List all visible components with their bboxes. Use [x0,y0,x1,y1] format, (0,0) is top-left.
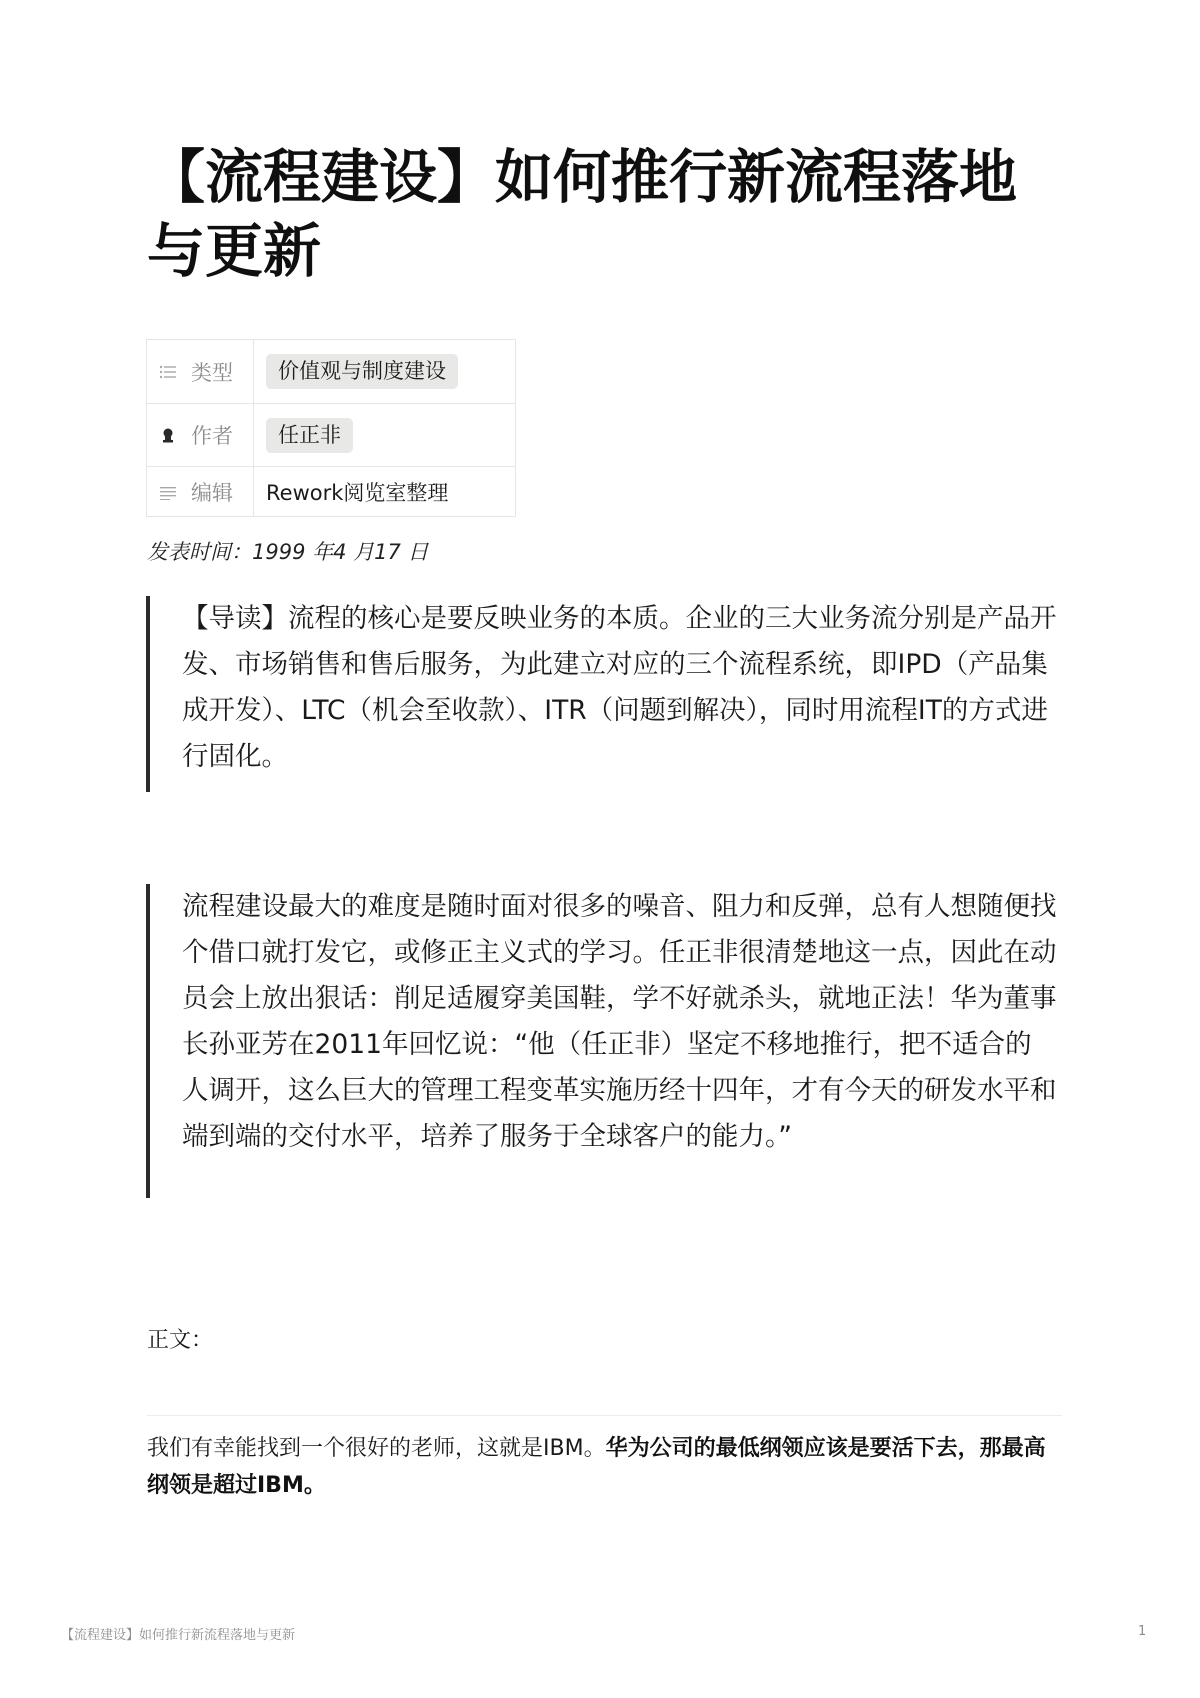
person-icon [159,426,177,444]
intro-quote [146,596,1058,792]
property-key [147,340,254,404]
body-paragraph [147,1430,1047,1504]
property-value [254,467,516,517]
page-number: 1 [1138,1624,1147,1639]
property-row-author [147,404,516,467]
list-icon [159,363,177,381]
property-row-editor [147,467,516,517]
body-plain-text: 我们有幸能找到一个很好的老师，这就是IBM。 [147,1436,606,1461]
page-title: 【流程建设】如何推行新流程落地与更新 [147,143,1018,285]
property-key-label: 编辑 [191,480,233,505]
section-label: 正文： [147,1328,214,1353]
property-key-label: 作者 [191,424,233,448]
quote-text: 流程建设最大的难度是随时面对很多的噪音、阻力和反弹，总有人想随便找个借口就打发它，或修正主义式的学习。任正非很清楚地这一点，因此在动员会上放出狠话：削足适履穿美国鞋，学不好就杀头，就地正法！华为董事长孙亚芳在2011年回忆说：“他（任正非）坚定不移地推行，把不适合的人调开，这么巨大的管理工程变革实施历经十四年，才有今天的研发水平和端到端的交付水平，培养了服务于全球客户的能力。” [182,891,1057,1152]
property-value [254,404,516,467]
body-bold-text: 华为公司的最低纲领应该是要活下去，那最高纲领是超过IBM。 [147,1436,1046,1498]
property-value [254,340,516,404]
property-key [147,467,254,517]
properties-table [146,339,516,517]
editor-value: Rework阅览室整理 [266,480,449,505]
quote-text: 【导读】流程的核心是要反映业务的本质。企业的三大业务流分别是产品开发、市场销售和售后服务，为此建立对应的三个流程系统，即IPD（产品集成开发）、LTC（机会至收款）、ITR（问题到解决），同时用流程IT的方式进行固化。 [182,603,1057,772]
property-key [147,404,254,467]
context-quote [146,884,1058,1198]
divider [147,1415,1062,1416]
publish-date: 发表时间：1999 年4 月17 日 [147,540,429,564]
author-tag[interactable]: 任正非 [266,418,353,453]
property-row-type [147,340,516,404]
type-tag[interactable]: 价值观与制度建设 [266,354,458,389]
text-lines-icon [159,483,177,501]
property-key-label: 类型 [191,360,233,385]
footer-title: 【流程建设】如何推行新流程落地与更新 [61,1628,296,1643]
